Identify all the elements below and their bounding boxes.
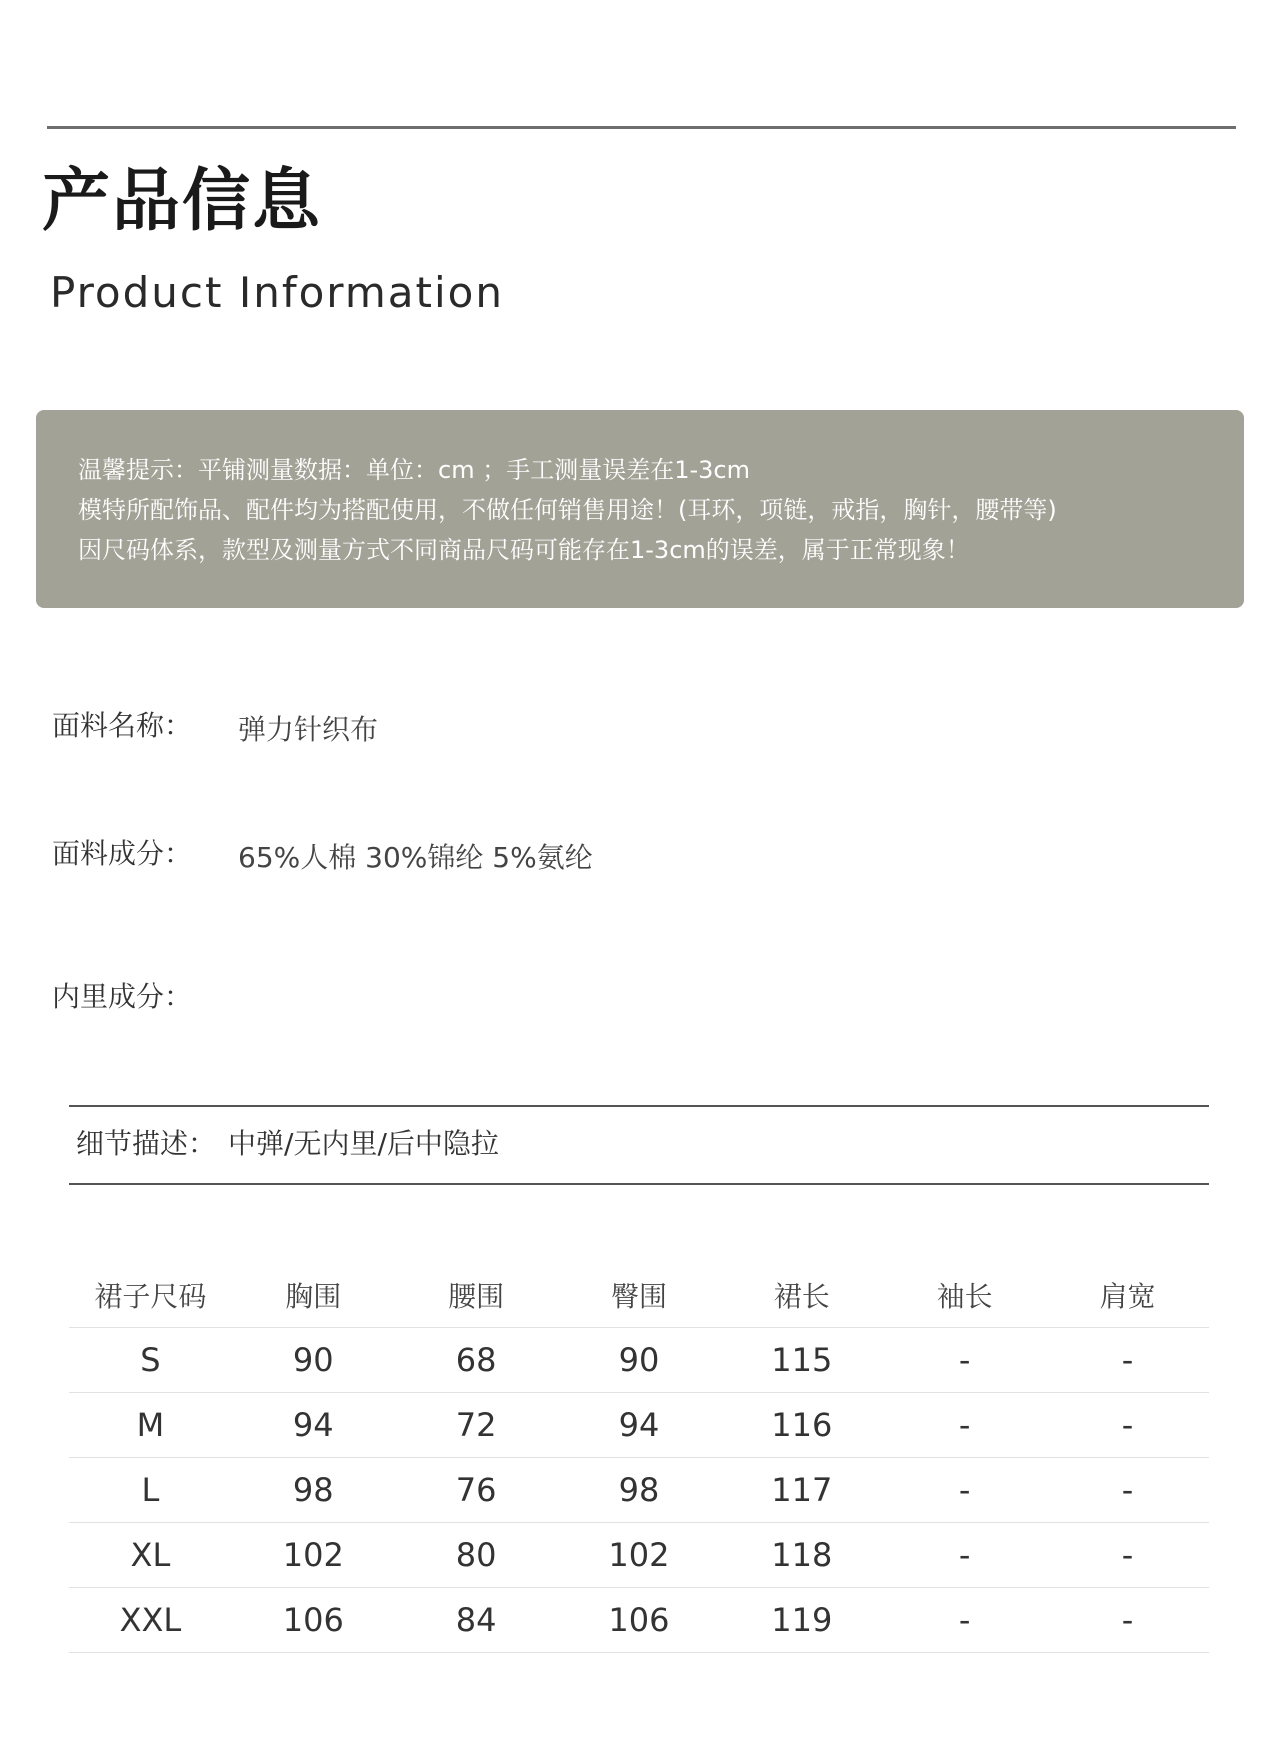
shoulder-cell: - (1046, 1588, 1209, 1653)
header-size: 裙子尺码 (69, 1263, 232, 1328)
page-title: 产品信息 (42, 162, 323, 241)
hip-cell: 98 (558, 1458, 721, 1523)
header-shoulder-width: 肩宽 (1046, 1263, 1209, 1328)
hip-cell: 106 (558, 1588, 721, 1653)
details-bottom-divider (69, 1183, 1209, 1185)
table-row (69, 1393, 1209, 1458)
length-cell: 116 (720, 1393, 883, 1458)
top-divider (47, 126, 1236, 129)
waist-cell: 80 (395, 1523, 558, 1588)
header-hip: 臀围 (558, 1263, 721, 1328)
notice-line: 因尺码体系，款型及测量方式不同商品尺码可能存在1-3cm的误差，属于正常现象！ (78, 536, 970, 564)
fabric-composition-value: 65%人棉 30%锦纶 5%氨纶 (238, 841, 593, 874)
page-subtitle: Product Information (50, 268, 504, 317)
sleeve-cell: - (883, 1588, 1046, 1653)
bust-cell: 106 (232, 1588, 395, 1653)
sleeve-cell: - (883, 1458, 1046, 1523)
length-cell: 117 (720, 1458, 883, 1523)
waist-cell: 76 (395, 1458, 558, 1523)
length-cell: 115 (720, 1328, 883, 1393)
sleeve-cell: - (883, 1328, 1046, 1393)
details-top-divider (69, 1105, 1209, 1107)
header-sleeve-length: 袖长 (883, 1263, 1046, 1328)
bust-cell: 94 (232, 1393, 395, 1458)
fabric-name-label: 面料名称： (52, 709, 193, 742)
shoulder-cell: - (1046, 1458, 1209, 1523)
details-value: 中弹/无内里/后中隐拉 (228, 1127, 499, 1160)
table-row (69, 1523, 1209, 1588)
size-cell: XL (69, 1523, 232, 1588)
shoulder-cell: - (1046, 1523, 1209, 1588)
details-label: 细节描述： (76, 1127, 217, 1160)
size-cell: M (69, 1393, 232, 1458)
header-waist: 腰围 (395, 1263, 558, 1328)
size-table-header (69, 1263, 1209, 1328)
size-cell: L (69, 1458, 232, 1523)
size-cell: S (69, 1328, 232, 1393)
bust-cell: 98 (232, 1458, 395, 1523)
bust-cell: 102 (232, 1523, 395, 1588)
notice-box (36, 410, 1244, 608)
waist-cell: 72 (395, 1393, 558, 1458)
hip-cell: 102 (558, 1523, 721, 1588)
shoulder-cell: - (1046, 1393, 1209, 1458)
notice-line: 模特所配饰品、配件均为搭配使用，不做任何销售用途！(耳环，项链，戒指，胸针，腰带等) (78, 496, 1057, 524)
length-cell: 119 (720, 1588, 883, 1653)
table-row (69, 1328, 1209, 1393)
fabric-composition-label: 面料成分： (52, 837, 193, 870)
details-row (76, 1127, 499, 1160)
waist-cell: 68 (395, 1328, 558, 1393)
hip-cell: 90 (558, 1328, 721, 1393)
sleeve-cell: - (883, 1393, 1046, 1458)
header-dress-length: 裙长 (720, 1263, 883, 1328)
header-bust: 胸围 (232, 1263, 395, 1328)
hip-cell: 94 (558, 1393, 721, 1458)
lining-composition-label: 内里成分： (52, 980, 193, 1013)
fabric-name-value: 弹力针织布 (238, 713, 379, 746)
size-cell: XXL (69, 1588, 232, 1653)
sleeve-cell: - (883, 1523, 1046, 1588)
bust-cell: 90 (232, 1328, 395, 1393)
shoulder-cell: - (1046, 1328, 1209, 1393)
length-cell: 118 (720, 1523, 883, 1588)
table-row (69, 1458, 1209, 1523)
size-table (69, 1263, 1209, 1653)
notice-line: 温馨提示：平铺测量数据：单位：cm ；手工测量误差在1-3cm (78, 456, 750, 484)
waist-cell: 84 (395, 1588, 558, 1653)
table-row (69, 1588, 1209, 1653)
